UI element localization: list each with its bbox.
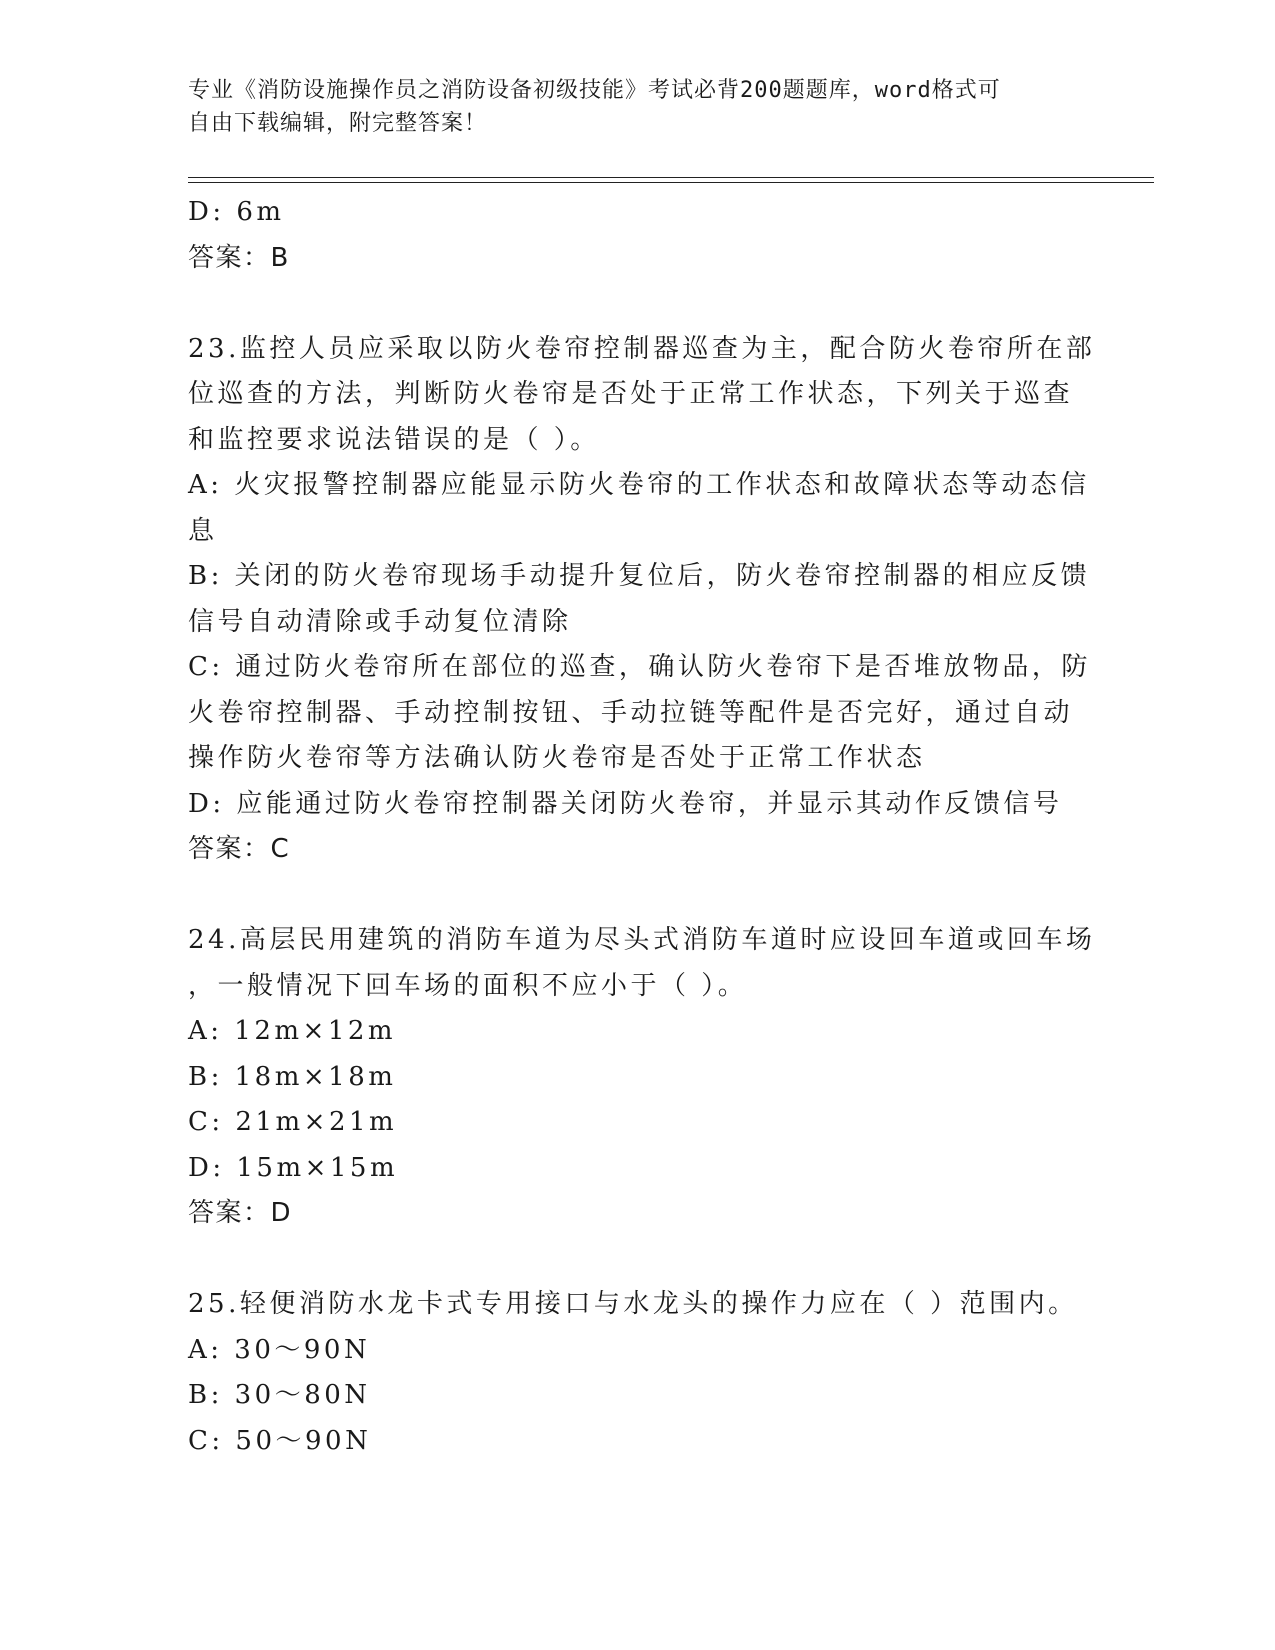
option-a: A: 12m×12m xyxy=(188,1016,397,1046)
question-23 xyxy=(188,327,1096,873)
option-d: D: 6m xyxy=(188,197,285,227)
header-line-2: 自由下载编辑，附完整答案！ xyxy=(188,111,488,136)
question-stem: 25.轻便消防水龙卡式专用接口与水龙头的操作力应在（ ）范围内。 xyxy=(188,1289,1078,1319)
option-c: 操作防火卷帘等方法确认防火卷帘是否处于正常工作状态 xyxy=(188,743,926,773)
answer-label: 答案：C xyxy=(188,834,291,864)
option-a: A: 火灾报警控制器应能显示防火卷帘的工作状态和故障状态等动态信 xyxy=(188,470,1090,500)
option-c: C: 通过防火卷帘所在部位的巡查，确认防火卷帘下是否堆放物品，防 xyxy=(188,652,1091,682)
question-content xyxy=(188,190,1096,1464)
option-a: A: 30～90N xyxy=(188,1334,371,1365)
spacer xyxy=(188,1237,1088,1283)
option-b: B: 关闭的防火卷帘现场手动提升复位后，防火卷帘控制器的相应反馈 xyxy=(188,561,1091,591)
option-c: C: 21m×21m xyxy=(188,1107,398,1137)
header-divider-top xyxy=(188,177,1154,178)
question-stem: ，一般情况下回车场的面积不应小于（ ）。 xyxy=(188,970,748,1001)
header-divider-bottom xyxy=(188,182,1154,183)
document-header xyxy=(188,74,1068,140)
option-b: B: 30～80N xyxy=(188,1380,371,1410)
question-25 xyxy=(188,1282,1088,1464)
header-line-1: 专业《消防设施操作员之消防设备初级技能》考试必背200题题库，word格式可 xyxy=(188,78,1001,103)
answer-label: 答案：B xyxy=(188,242,290,273)
option-c: C: 50～90N xyxy=(188,1425,372,1456)
question-24 xyxy=(188,918,1096,1237)
spacer xyxy=(188,281,1088,327)
question-stem: 24.高层民用建筑的消防车道为尽头式消防车道时应设回车道或回车场 xyxy=(188,925,1096,955)
question-22 xyxy=(188,190,1088,281)
option-b: B: 18m×18m xyxy=(188,1061,397,1092)
option-a: 息 xyxy=(188,515,218,546)
answer-label: 答案：D xyxy=(188,1198,293,1228)
option-d: D: 15m×15m xyxy=(188,1152,399,1183)
option-b: 信号自动清除或手动复位清除 xyxy=(188,606,572,637)
option-c: 火卷帘控制器、手动控制按钮、手动拉链等配件是否完好，通过自动 xyxy=(188,697,1074,728)
question-stem: 位巡查的方法，判断防火卷帘是否处于正常工作状态，下列关于巡查 xyxy=(188,379,1074,409)
spacer xyxy=(188,873,1088,919)
question-stem: 23.监控人员应采取以防火卷帘控制器巡查为主，配合防火卷帘所在部 xyxy=(188,333,1096,364)
question-stem: 和监控要求说法错误的是（ ）。 xyxy=(188,424,600,455)
option-d: D: 应能通过防火卷帘控制器关闭防火卷帘，并显示其动作反馈信号 xyxy=(188,788,1063,819)
